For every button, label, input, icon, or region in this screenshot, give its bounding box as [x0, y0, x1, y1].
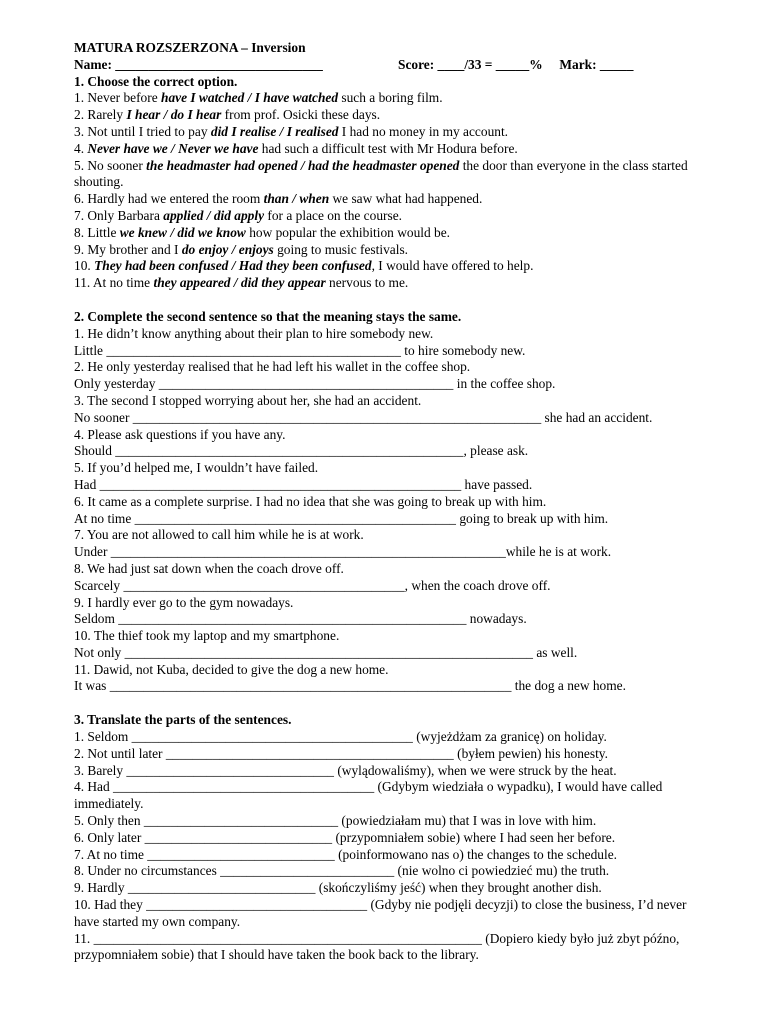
s1-item: 7. Only Barbara applied / did apply for a place on the course. — [74, 207, 402, 223]
score-mark-fields — [398, 57, 633, 74]
choice[interactable]: they appeared / did they appear — [153, 275, 326, 291]
s2-sentence: 5. If you’d helped me, I wouldn’t have failed. — [74, 460, 319, 476]
s2-answer-line[interactable]: Scarcely __________________________________________, when the coach drove off. — [74, 577, 551, 593]
s1-item: 5. No sooner the headmaster had opened / had the headmaster opened the door than everyone in the class started shouting. — [74, 157, 688, 190]
spacer — [74, 695, 704, 712]
choice[interactable]: do enjoy / enjoys — [181, 241, 274, 257]
s2-sentence: 9. I hardly ever go to the gym nowadays. — [74, 594, 294, 610]
choice[interactable]: the headmaster had opened / had the headmaster opened — [146, 157, 460, 173]
score-field: Score: ____/33 = _____% — [398, 56, 543, 72]
section-1-heading: 1. Choose the correct option. — [74, 73, 238, 89]
mark-field: Mark: _____ — [559, 56, 634, 72]
choice[interactable]: than / when — [263, 191, 330, 207]
s1-item: 8. Little we knew / did we know how popular the exhibition would be. — [74, 224, 451, 240]
s1-item: 10. They had been confused / Had they been confused, I would have offered to help. — [74, 258, 534, 274]
s1-item: 3. Not until I tried to pay did I realise / I realised I had no money in my account. — [74, 123, 509, 139]
s2-answer-line[interactable]: Not only _____________________________________________________________ as well. — [74, 644, 578, 660]
s3-item[interactable]: 9. Hardly ____________________________ (skończyliśmy jeść) when they brought another dish. — [74, 880, 602, 896]
choice[interactable]: we knew / did we know — [119, 224, 246, 240]
s3-item[interactable]: 3. Barely _______________________________ (wylądowaliśmy), when we were struck by the heat. — [74, 762, 617, 778]
s2-answer-line[interactable]: Only yesterday ____________________________________________ in the coffee shop. — [74, 376, 556, 392]
s1-item: 9. My brother and I do enjoy / enjoys going to music festivals. — [74, 241, 409, 257]
s2-sentence: 4. Please ask questions if you have any. — [74, 426, 286, 442]
s2-sentence: 2. He only yesterday realised that he had left his wallet in the coffee shop. — [74, 359, 471, 375]
s3-item[interactable]: 4. Had _______________________________________ (Gdybym wiedziała o wypadku), I would have called immediately. — [74, 779, 663, 812]
choice[interactable]: have I watched / I have watched — [161, 90, 339, 106]
choice[interactable]: applied / did apply — [163, 207, 265, 223]
choice[interactable]: did I realise / I realised — [210, 123, 339, 139]
s3-item[interactable]: 6. Only later ____________________________ (przypomniałem sobie) where I had seen her before. — [74, 829, 616, 845]
s2-answer-line[interactable]: Seldom ____________________________________________________ nowadays. — [74, 611, 527, 627]
s2-sentence: 11. Dawid, not Kuba, decided to give the dog a new home. — [74, 661, 389, 677]
s1-item: 4. Never have we / Never we have had such a difficult test with Mr Hodura before. — [74, 140, 518, 156]
s1-item: 2. Rarely I hear / do I hear from prof. Osicki these days. — [74, 107, 381, 123]
s2-answer-line[interactable]: Had ______________________________________________________ have passed. — [74, 476, 533, 492]
s3-item[interactable]: 1. Seldom __________________________________________ (wyjeżdżam za granicę) on holiday. — [74, 729, 607, 745]
choice[interactable]: They had been confused / Had they been confused — [94, 258, 372, 274]
choice[interactable]: I hear / do I hear — [126, 107, 222, 123]
s2-answer-line[interactable]: Should ____________________________________________________, please ask. — [74, 443, 529, 459]
s2-answer-line[interactable]: It was ____________________________________________________________ the dog a new home. — [74, 678, 626, 694]
choice[interactable]: Never have we / Never we have — [87, 140, 259, 156]
s2-sentence: 7. You are not allowed to call him while he is at work. — [74, 527, 364, 543]
section-2-heading: 2. Complete the second sentence so that the meaning stays the same. — [74, 308, 462, 324]
worksheet — [74, 40, 704, 964]
s1-item: 6. Hardly had we entered the room than / when we saw what had happened. — [74, 191, 483, 207]
header-fields — [74, 57, 704, 74]
worksheet-title: MATURA ROZSZERZONA – Inversion — [74, 40, 306, 55]
s2-sentence: 1. He didn’t know anything about their plan to hire somebody new. — [74, 325, 434, 341]
s3-item[interactable]: 11. __________________________________________________________ (Dopiero kiedy było już zbyt późno, przypomniałem sobie) that I should have taken the book back to the library. — [74, 930, 680, 963]
s3-item[interactable]: 5. Only then _____________________________ (powiedziałam mu) that I was in love with him. — [74, 813, 597, 829]
name-field: Name: _______________________________ — [74, 56, 323, 72]
s2-sentence: 10. The thief took my laptop and my smartphone. — [74, 628, 340, 644]
s3-item[interactable]: 7. At no time ____________________________ (poinformowano nas o) the changes to the schedule. — [74, 846, 617, 862]
s2-answer-line[interactable]: No sooner _____________________________________________________________ she had an accident. — [74, 409, 653, 425]
s3-item[interactable]: 10. Had they _________________________________ (Gdyby nie podjęli decyzji) to close the business, I’d never have started my own company. — [74, 897, 687, 929]
s2-sentence: 3. The second I stopped worrying about her, she had an accident. — [74, 392, 422, 408]
s2-answer-line[interactable]: At no time ________________________________________________ going to break up with him. — [74, 510, 609, 526]
s3-item[interactable]: 2. Not until later ___________________________________________ (byłem pewien) his honesty. — [74, 745, 608, 761]
s3-item[interactable]: 8. Under no circumstances __________________________ (nie wolno ci powiedzieć mu) the truth. — [74, 863, 610, 879]
s2-answer-line[interactable]: Little ____________________________________________ to hire somebody new. — [74, 342, 526, 358]
s1-item: 1. Never before have I watched / I have watched such a boring film. — [74, 90, 443, 106]
s2-sentence: 6. It came as a complete surprise. I had no idea that she was going to break up with him. — [74, 493, 547, 509]
s2-sentence: 8. We had just sat down when the coach drove off. — [74, 560, 344, 576]
section-3-heading: 3. Translate the parts of the sentences. — [74, 712, 292, 728]
s2-answer-line[interactable]: Under ___________________________________________________________while he is at work. — [74, 544, 612, 560]
spacer — [74, 292, 704, 309]
s1-item: 11. At no time they appeared / did they appear nervous to me. — [74, 275, 409, 291]
